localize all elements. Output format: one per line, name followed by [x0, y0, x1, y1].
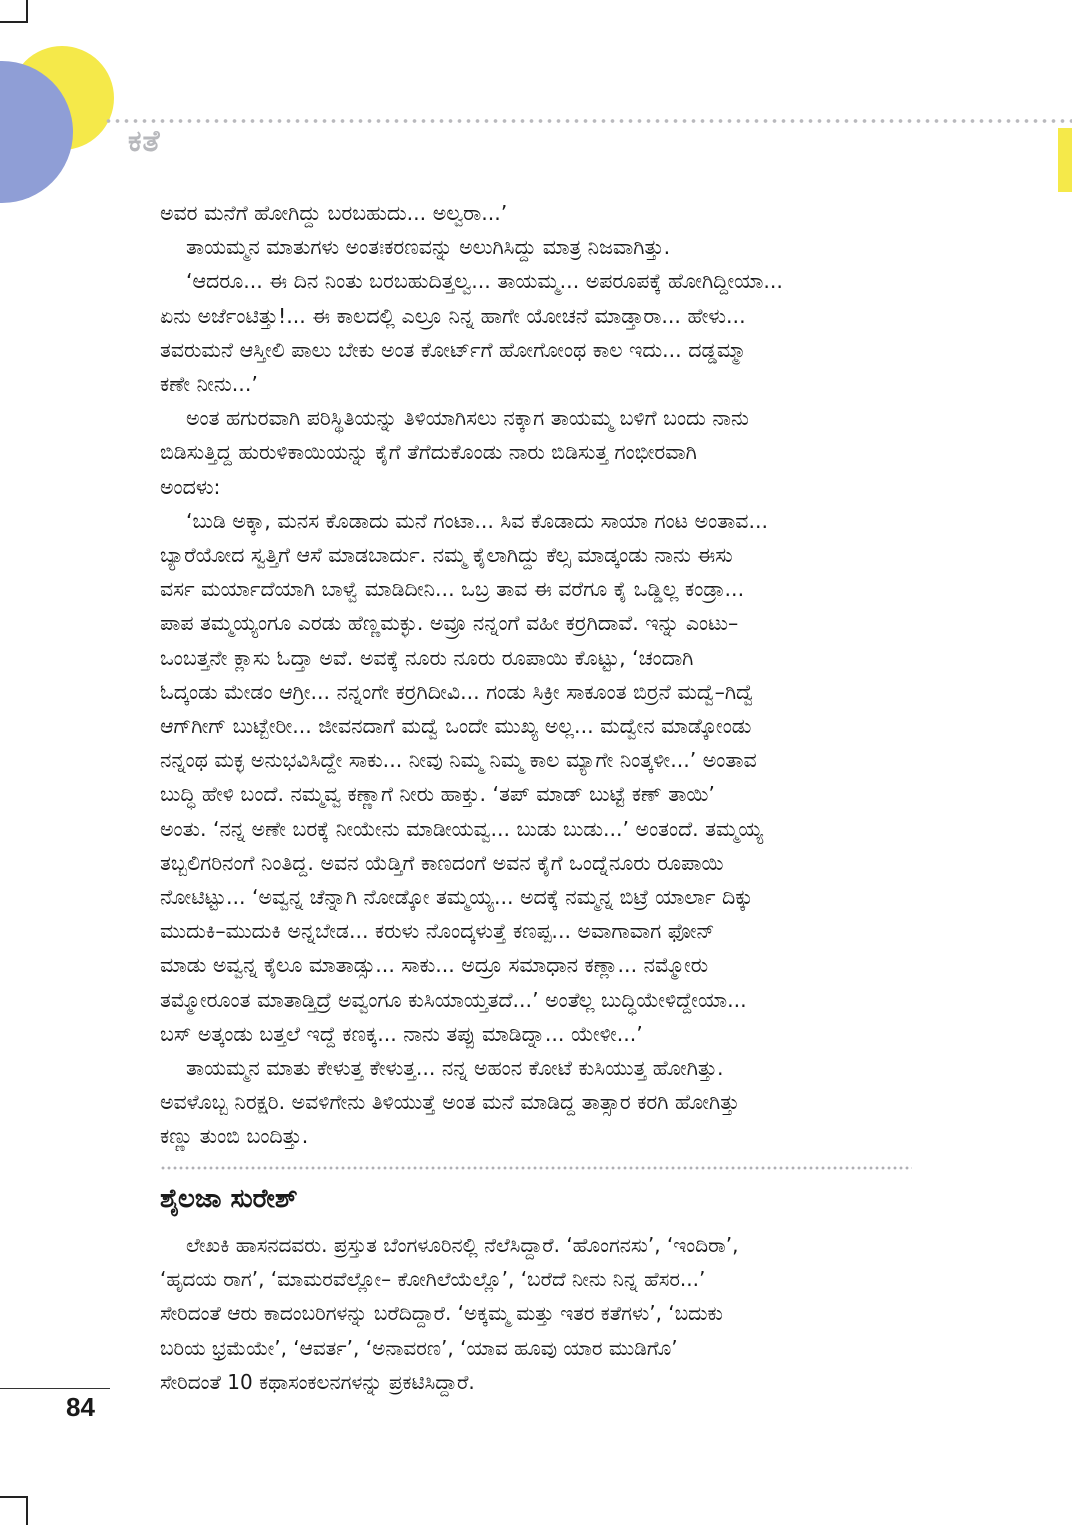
- story-paragraph: ‘ಆದರೂ... ಈ ದಿನ ನಿಂತು ಬರಬಹುದಿತ್ತಲ್ವ... ತಾಯಮ್ಮ... ಅಪರೂಪಕ್ಕೆ ಹೋಗಿದ್ದೀಯಾ... ಏನು ಅರ್ಜೆಂಟಿತ್ತು!... ಈ ಕಾಲದಲ್ಲಿ ಎಲ್ರೂ ನಿನ್ನ ಹಾಗೇ ಯೋಚನೆ ಮಾಡ್ತಾರಾ... ಹೇಳು... ತವರುಮನೆ ಆಸ್ತೀಲಿ ಪಾಲು ಬೇಕು ಅಂತ ಕೋರ್ಟ್‌ಗೆ ಹೋಗೋಂಥ ಕಾಲ ಇದು... ದಡ್ಡಮ್ಮಾ ಕಣೇ ನೀನು...’: [160, 269, 783, 397]
- section-label: ಕತೆ: [128, 124, 161, 159]
- right-edge-bar: [1058, 128, 1072, 192]
- decorative-circles: [0, 0, 130, 210]
- story-body: [160, 196, 912, 1154]
- crop-mark-bottom-h: [0, 1496, 28, 1498]
- story-paragraph: ‘ಬುಡಿ ಅಕ್ಕಾ, ಮನಸ ಕೊಡಾದು ಮನೆ ಗಂಟಾ... ಸಿವ ಕೊಡಾದು ಸಾಯಾ ಗಂಟ ಅಂತಾವ... ಬ್ಯಾರೆಯೋದ ಸ್ವತ್ತಿಗೆ ಆಸೆ ಮಾಡಬಾರ್ದು. ನಮ್ಮ ಕೈಲಾಗಿದ್ದು ಕೆಲ್ಸ ಮಾಡ್ಕಂಡು ನಾನು ಈಸು ವರ್ಸ ಮರ್ಯಾದೆಯಾಗಿ ಬಾಳ್ವೆ ಮಾಡಿದೀನಿ... ಒಬ್ರ ತಾವ ಈ ವರೆಗೂ ಕೈ ಒಡ್ಡಿಲ್ಲ ಕಂಡ್ರಾ... ಪಾಪ ತಮ್ಮಯ್ಯಂಗೂ ಎರಡು ಹೆಣ್ಣಮಕ್ಳು. ಅವ್ರೂ ನನ್ನಂಗೆ ವಹೀ ಕರ್ರಗಿದಾವೆ. ಇನ್ನು ಎಂಟು– ಒಂಬತ್ತನೇ ಕ್ಲಾಸು ಓದ್ತಾ ಅವೆ. ಅವಕ್ಕೆ ನೂರು ನೂರು ರೂಪಾಯಿ ಕೊಟ್ಟು, ‘ಚಂದಾಗಿ ಓದ್ಕಂಡು ಮೇಡಂ ಆಗ್ರೀ... ನನ್ನಂಗೇ ಕರ್ರಗಿದೀವಿ... ಗಂಡು ಸಿಕ್ರೀ ಸಾಕೂಂತ ಬಿರ್ರನೆ ಮದ್ವೆ–ಗಿದ್ವೆ ಆಗ್‌ಗೀಗ್ ಬುಟ್ಬೇರೀ... ಜೀವನದಾಗೆ ಮದ್ವೆ ಒಂದೇ ಮುಖ್ಯ ಅಲ್ಲ... ಮದ್ವೇನ ಮಾಡ್ಕೋಂಡು ನನ್ನಂಥ ಮಕ್ಳ ಅನುಭವಿಸಿದ್ದೇ ಸಾಕು... ನೀವು ನಿಮ್ಮ ನಿಮ್ಮ ಕಾಲ ಮ್ಯಾಗೇ ನಿಂತ್ಕಳೀ...’ ಅಂತಾವ ಬುದ್ಧಿ ಹೇಳಿ ಬಂದೆ. ನಮ್ಮವ್ವ ಕಣ್ಣಾಗೆ ನೀರು ಹಾಕ್ತು. ‘ತಪ್ ಮಾಡ್ ಬುಟ್ಟೆ ಕಣ್ ತಾಯಿ’ ಅಂತು. ‘ನನ್ನ ಅಣೇ ಬರಕ್ಕೆ ನೀಯೇನು ಮಾಡೀಯವ್ವ... ಬುಡು ಬುಡು...’ ಅಂತಂದೆ. ತಮ್ಮಯ್ಯ ತಬ್ಬಲಿಗರಿನಂಗೆ ನಿಂತಿದ್ದ. ಅವನ ಯೆಡ್ತಿಗೆ ಕಾಣದಂಗೆ ಅವನ ಕೈಗೆ ಒಂದ್ನೆನೂರು ರೂಪಾಯಿ ನೋಟಿಟ್ಟು... ‘ಅವ್ವನ್ನ ಚೆನ್ನಾಗಿ ನೋಡ್ಕೋ ತಮ್ಮಯ್ಯ... ಅದಕ್ಕೆ ನಮ್ಮನ್ನ ಬಿಟ್ರೆ ಯಾರ್ಲಾ ದಿಕ್ಕು ಮುದುಕಿ–ಮುದುಕಿ ಅನ್ನಬೇಡ... ಕರುಳು ನೊಂದ್ಕಳುತ್ತೆ ಕಣಪ್ಪ... ಅವಾಗಾವಾಗ ಫೋನ್ ಮಾಡು ಅವ್ವನ್ನ ಕೈಲೂ ಮಾತಾಡ್ಸು... ಸಾಕು... ಅದ್ರೂ ಸಮಾಧಾನ ಕಣ್ಲಾ... ನಮ್ಮೋರು ತಮ್ಮೋರೂಂತ ಮಾತಾಡ್ತಿದ್ರೆ ಅವ್ವಂಗೂ ಕುಸಿಯಾಯ್ತತದೆ...’ ಅಂತೆಲ್ಲ ಬುದ್ಧಿಯೇಳಿದ್ದೇಯಾ... ಬಸ್ ಅತ್ಕಂಡು ಬತ್ತಲೆ ಇದ್ದೆ ಕಣಕ್ಕ... ನಾನು ತಪ್ಪು ಮಾಡಿದ್ನಾ... ಯೇಳೀ...’: [160, 508, 768, 1046]
- story-paragraph: ಅಂತ ಹಗುರವಾಗಿ ಪರಿಸ್ಥಿತಿಯನ್ನು ತಿಳಿಯಾಗಿಸಲು ನಕ್ಕಾಗ ತಾಯಮ್ಮ ಬಳಿಗೆ ಬಂದು ನಾನು ಬಿಡಿಸುತ್ತಿದ್ದ ಹುರುಳಿಕಾಯಿಯನ್ನು ಕೈಗೆ ತೆಗೆದುಕೊಂಡು ನಾರು ಬಿಡಿಸುತ್ತ ಗಂಭೀರವಾಗಿ ಅಂದಳು:: [160, 406, 749, 499]
- story-paragraph: ತಾಯಮ್ಮನ ಮಾತು ಕೇಳುತ್ತ ಕೇಳುತ್ತ... ನನ್ನ ಅಹಂನ ಕೋಟೆ ಕುಸಿಯುತ್ತ ಹೋಗಿತ್ತು. ಅವಳೊಬ್ಬ ನಿರಕ್ಷರಿ. ಅವಳಿಗೇನು ತಿಳಿಯುತ್ತೆ ಅಂತ ಮನೆ ಮಾಡಿದ್ದ ತಾತ್ಸಾರ ಕರಗಿ ಹೋಗಿತ್ತು ಕಣ್ಣು ತುಂಬಿ ಬಂದಿತ್ತು.: [160, 1056, 740, 1149]
- page-number: 84: [66, 1392, 95, 1422]
- crop-mark-bottom-v: [26, 1496, 28, 1525]
- page-number-rule: [0, 1388, 110, 1389]
- story-paragraph: ಅವರ ಮನೆಗೆ ಹೋಗಿದ್ದು ಬರಬಹುದು... ಅಲ್ವರಾ...’: [160, 201, 508, 225]
- author-bio: ಲೇಖಕಿ ಹಾಸನದವರು. ಪ್ರಸ್ತುತ ಬೆಂಗಳೂರಿನಲ್ಲಿ ನೆಲೆಸಿದ್ದಾರೆ. ‘ಹೊಂಗನಸು’, ‘ಇಂದಿರಾ’, ‘ಹೃದಯ ರಾಗ’, ‘ಮಾಮರವೆಲ್ಲೋ– ಕೋಗಿಲೆಯೆಲ್ಲೊ’, ‘ಬರೆದೆ ನೀನು ನಿನ್ನ ಹೆಸರ...’ ಸೇರಿದಂತೆ ಆರು ಕಾದಂಬರಿಗಳನ್ನು ಬರೆದಿದ್ದಾರೆ. ‘ಅಕ್ಕಮ್ಮ ಮತ್ತು ಇತರ ಕತೆಗಳು’, ‘ಬದುಕು ಬರಿಯ ಭ್ರಮೆಯೇ’, ‘ಆವರ್ತ’, ‘ಅನಾವರಣ’, ‘ಯಾವ ಹೂವು ಯಾರ ಮುಡಿಗೊ’ ಸೇರಿದಂತೆ 10 ಕಥಾಸಂಕಲನಗಳನ್ನು ಪ್ರಕಟಿಸಿದ್ದಾರೆ.: [160, 1233, 739, 1394]
- author-separator: [160, 1166, 912, 1170]
- author-name: ಶೈಲಜಾ ಸುರೇಶ್: [160, 1184, 298, 1214]
- header-dotted-rule: [104, 118, 1072, 124]
- story-paragraph: ತಾಯಮ್ಮನ ಮಾತುಗಳು ಅಂತಃಕರಣವನ್ನು ಅಲುಗಿಸಿದ್ದು ಮಾತ್ರ ನಿಜವಾಗಿತ್ತು.: [186, 235, 671, 260]
